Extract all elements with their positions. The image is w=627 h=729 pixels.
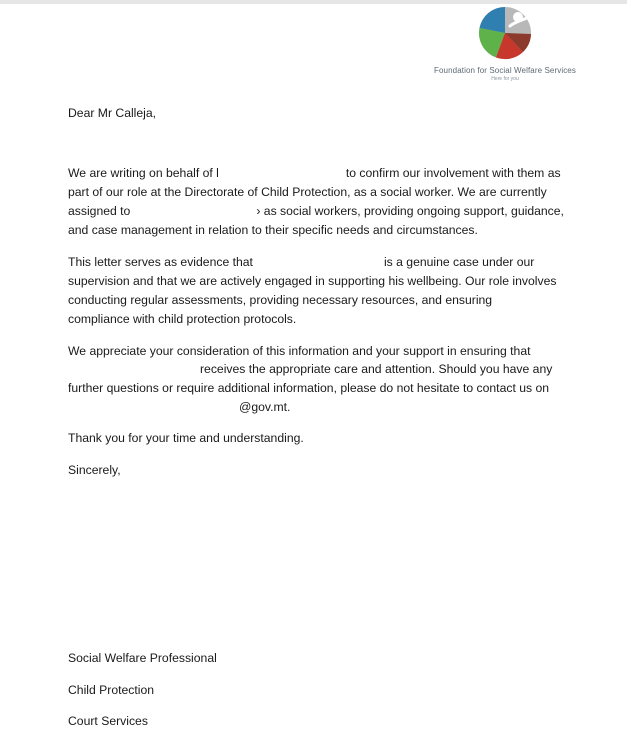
p1-text-a: We are writing on behalf of l [68, 166, 219, 180]
paragraph-2-line-4: compliance with child protection protocols. [68, 312, 297, 326]
paragraph-3-line-3: further questions or require additional information, please do not hesitate to contact us on [68, 381, 550, 395]
thanks-line: Thank you for your time and understanding. [68, 431, 304, 445]
signature-department: Child Protection [68, 683, 155, 697]
paragraph-3-line-1: We appreciate your consideration of this information and your support in ensuring that [68, 344, 531, 358]
p1-l3-text-b: › as social workers, providing ongoing support, guidance, [256, 204, 564, 218]
paragraph-2-line-3: conducting regular assessments, providing necessary resources, and ensuring [68, 293, 493, 307]
org-tagline: Here for you [491, 76, 519, 82]
paragraph-1-line-3 [68, 203, 564, 219]
signature-unit: Court Services [68, 714, 148, 728]
email-domain: @gov.mt. [239, 400, 291, 414]
paragraph-2-line-2: supervision and that we are actively engaged in supporting his wellbeing. Our role involves [68, 274, 557, 288]
salutation: Dear Mr Calleja, [68, 106, 157, 120]
p2-text-b: is a genuine case under our [383, 255, 535, 269]
p2-text-a: This letter serves as evidence that [68, 255, 253, 269]
p1-text-b: to confirm our involvement with them as [345, 166, 561, 180]
p1-l3-text-a: assigned to [68, 204, 131, 218]
paragraph-2-line-1 [68, 254, 534, 270]
closing: Sincerely, [68, 463, 121, 477]
paragraph-1-line-1 [68, 165, 561, 181]
org-name: Foundation for Social Welfare Services [434, 66, 576, 75]
paragraph-1-line-2: part of our role at the Directorate of Child Protection, as a social worker. We are currently [68, 185, 547, 199]
paragraph-3-line-4 [68, 399, 290, 415]
paragraph-3-line-2 [68, 361, 552, 377]
foundation-logo-icon [474, 4, 538, 62]
signature-title: Social Welfare Professional [68, 651, 217, 665]
paragraph-1-line-4: and case management in relation to their specific needs and circumstances. [68, 223, 478, 237]
p3-l2-text: receives the appropriate care and attention. Should you have any [200, 362, 553, 376]
